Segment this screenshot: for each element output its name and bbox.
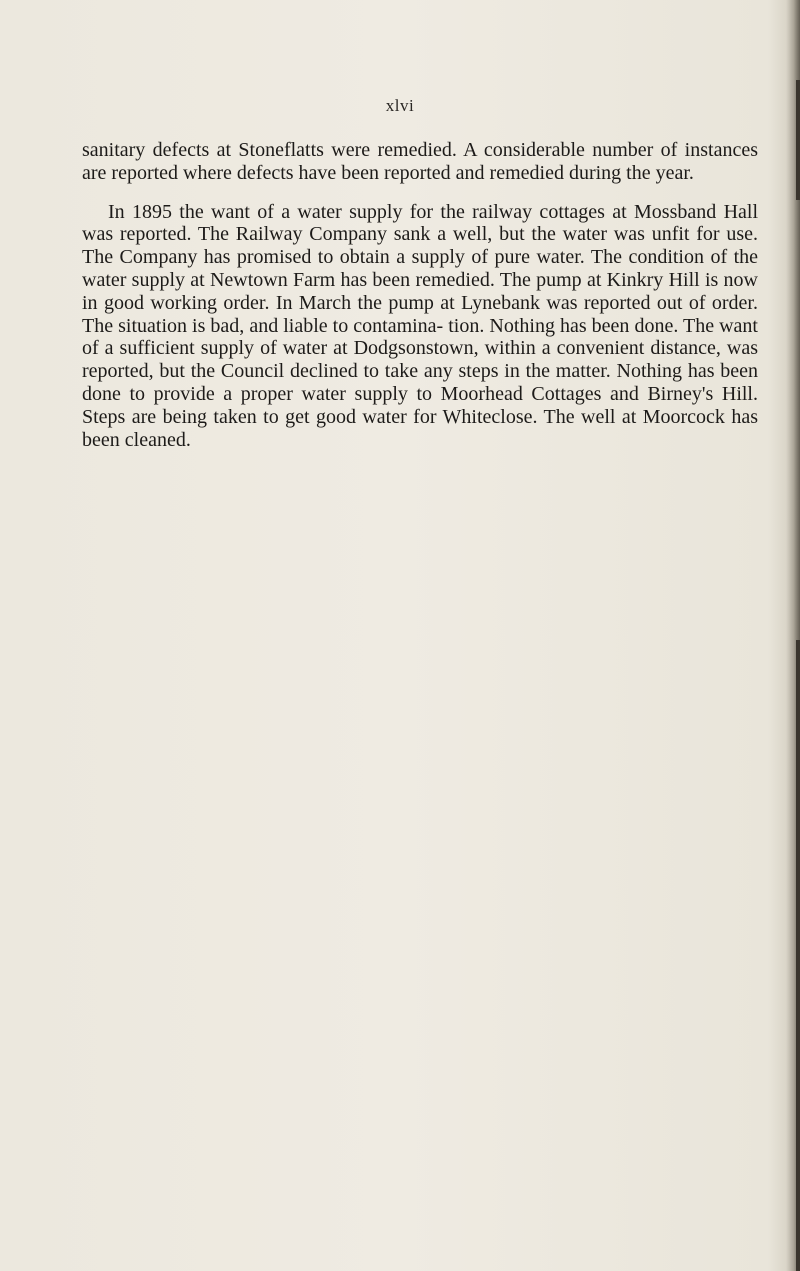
body-text <box>82 139 758 451</box>
page-edge-mark <box>796 640 800 1271</box>
paragraph: sanitary defects at Stoneflatts were remedied. A considerable number of instances are reported where defects have been reported and remedied during the year. <box>82 139 758 184</box>
page-number: xlvi <box>385 96 415 115</box>
paragraph: In 1895 the want of a water supply for the railway cottages at Mossband Hall was reported. The Railway Company sank a well, but the water was unfit for use. The Company has promised to obtain a supply of pure water. The condition of the water supply at Newtown Farm has been remedied. The pump at Kinkry Hill is now in good working order. In March the pump at Lynebank was reported out of order. The situation is bad, and liable to contamina- tion. Nothing has been done. The want of a sufficient supply of water at Dodgsonstown, within a convenient distance, was reported, but the Council declined to take any steps in the matter. Nothing has been done to provide a proper water supply to Moorhead Cottages and Birney's Hill. Steps are being taken to get good water for Whiteclose. The well at Moorcock has been cleaned. <box>82 200 758 451</box>
